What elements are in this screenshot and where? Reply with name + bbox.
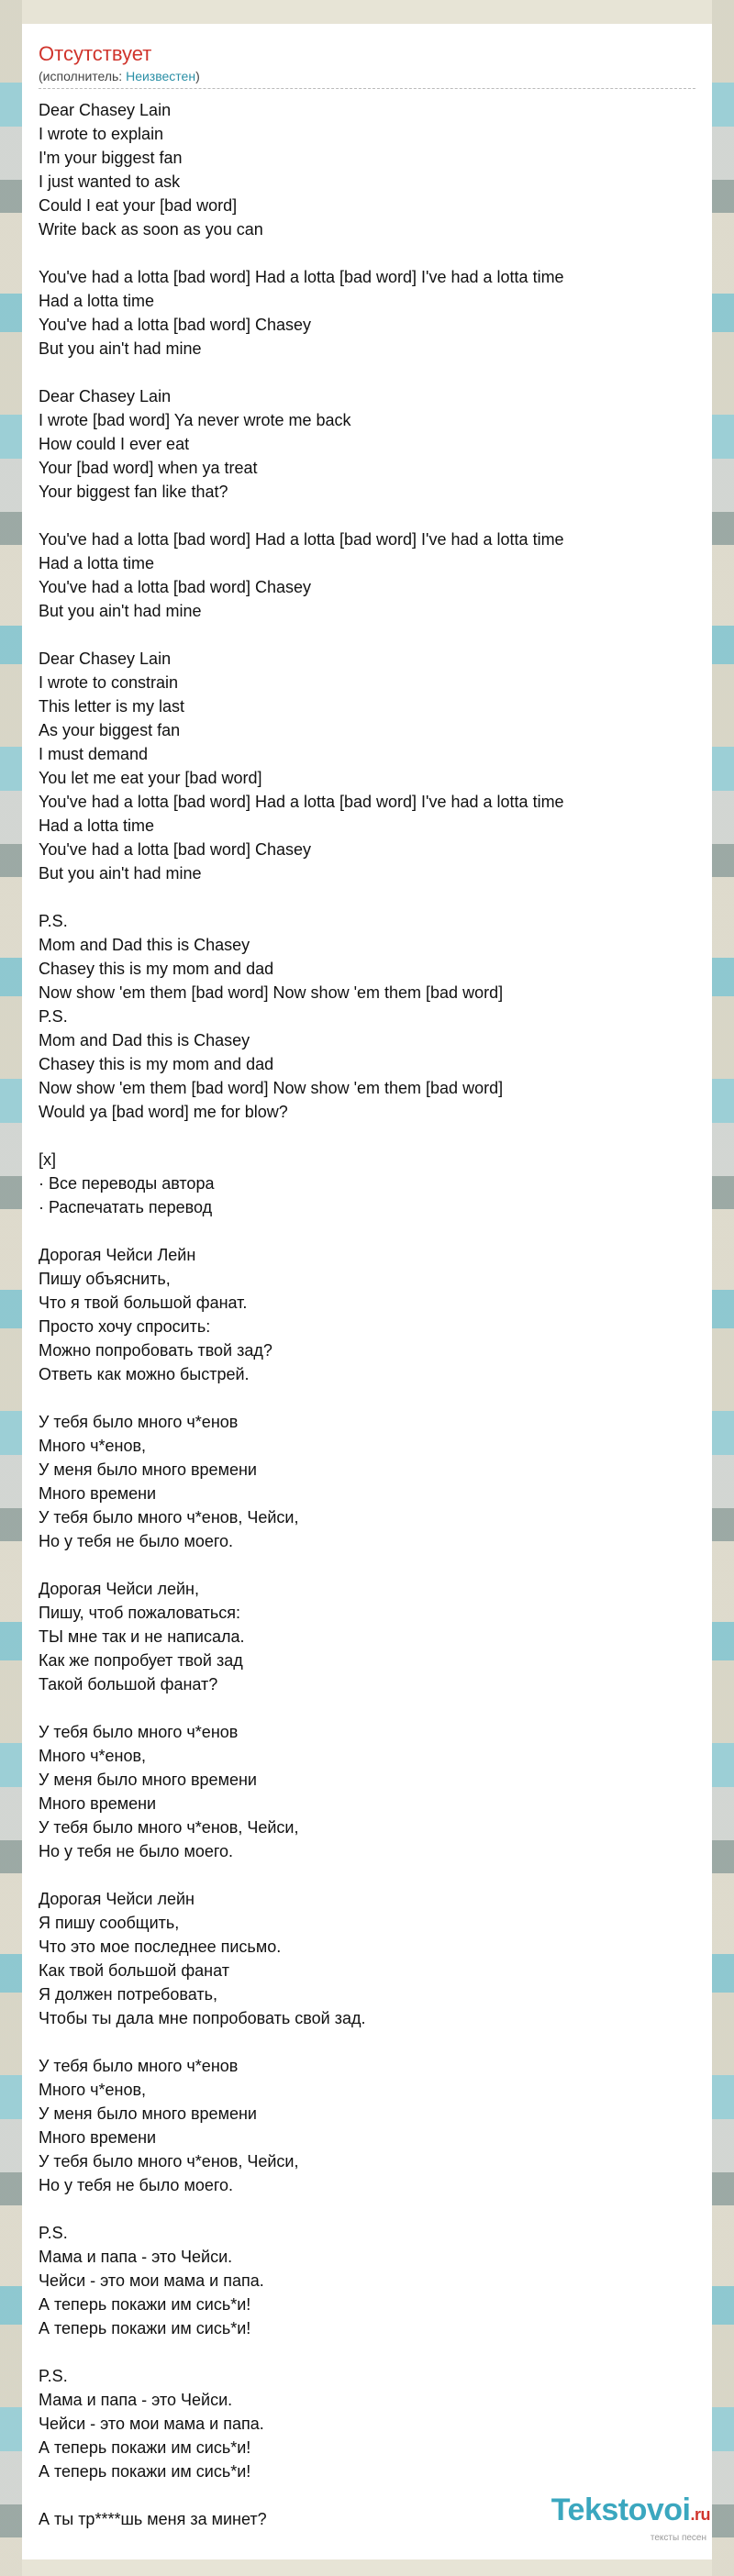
lyrics-line: У тебя было много ч*енов: [39, 2057, 239, 2075]
lyrics-line: P.S.: [39, 2367, 68, 2385]
lyrics-blank-line: [39, 1124, 695, 1148]
lyrics-blank-line: [39, 361, 695, 384]
lyrics-line: Chasey this is my mom and dad: [39, 960, 274, 978]
lyrics-line: А теперь покажи им сись*и!: [39, 2438, 251, 2457]
lyrics-line: Now show 'em them [bad word] Now show 'em them [bad word]: [39, 1079, 504, 1097]
lyrics-line: У тебя было много ч*енов, Чейси,: [39, 1508, 299, 1527]
lyrics-line: У тебя было много ч*енов, Чейси,: [39, 2152, 299, 2171]
lyrics-line: Write back as soon as you can: [39, 220, 263, 239]
lyrics-blank-line: [39, 1863, 695, 1887]
lyrics-line: Что я твой большой фанат.: [39, 1294, 248, 1312]
lyrics-line: I wrote to explain: [39, 125, 164, 143]
lyrics-line: Можно попробовать твой зад?: [39, 1341, 272, 1360]
artist-prefix: (исполнитель:: [39, 69, 127, 83]
lyrics-line: Dear Chasey Lain: [39, 101, 172, 119]
lyrics-line: Мама и папа - это Чейси.: [39, 2391, 233, 2409]
lyrics-line: А теперь покажи им сись*и!: [39, 2295, 251, 2314]
lyrics-line: I just wanted to ask: [39, 172, 181, 191]
lyrics-line: Пишу объяснить,: [39, 1270, 171, 1288]
lyrics-line: Я пишу сообщить,: [39, 1914, 180, 1932]
lyrics-line: Что это мое последнее письмо.: [39, 1938, 282, 1956]
lyrics-line: But you ain't had mine: [39, 339, 202, 358]
lyrics-line: Дорогая Чейси лейн,: [39, 1580, 199, 1598]
lyrics-line: Просто хочу спросить:: [39, 1317, 211, 1336]
lyrics-line: This letter is my last: [39, 697, 185, 716]
lyrics-blank-line: [39, 1386, 695, 1410]
lyrics-line: А теперь покажи им сись*и!: [39, 2319, 251, 2337]
lyrics-line: А теперь покажи им сись*и!: [39, 2462, 251, 2481]
logo-main-text: Tekstovoi: [550, 2493, 691, 2527]
lyrics-action-link[interactable]: · Все переводы автора: [39, 1174, 215, 1193]
lyrics-line: Как же попробует твой зад: [39, 1651, 243, 1670]
lyrics-line: But you ain't had mine: [39, 602, 202, 620]
lyrics-blank-line: [39, 2030, 695, 2054]
lyrics-line: Дорогая Чейси Лейн: [39, 1246, 196, 1264]
lyrics-line: Но у тебя не было моего.: [39, 1842, 234, 1860]
lyrics-line: Mom and Dad this is Chasey: [39, 1031, 250, 1049]
lyrics-card: [22, 24, 712, 2559]
lyrics-line: Now show 'em them [bad word] Now show 'em them [bad word]: [39, 983, 504, 1002]
lyrics-line: Много ч*енов,: [39, 2081, 147, 2099]
lyrics-blank-line: [39, 623, 695, 647]
logo-tld: .ru: [690, 2505, 710, 2524]
lyrics-line: P.S.: [39, 2224, 68, 2242]
lyrics-line: Много ч*енов,: [39, 1747, 147, 1765]
lyrics-text: [39, 98, 695, 2531]
lyrics-line: You've had a lotta [bad word] Had a lotta [bad word] I've had a lotta time: [39, 268, 564, 286]
lyrics-line: Такой большой фанат?: [39, 1675, 218, 1693]
lyrics-blank-line: [39, 241, 695, 265]
lyrics-line: How could I ever eat: [39, 435, 190, 453]
lyrics-line: Could I eat your [bad word]: [39, 196, 238, 215]
lyrics-line: I wrote [bad word] Ya never wrote me back: [39, 411, 351, 429]
lyrics-line: У тебя было много ч*енов, Чейси,: [39, 1818, 299, 1837]
lyrics-blank-line: [39, 2197, 695, 2221]
lyrics-line: Your biggest fan like that?: [39, 483, 228, 501]
lyrics-line: Mom and Dad this is Chasey: [39, 936, 250, 954]
lyrics-line: Would ya [bad word] me for blow?: [39, 1103, 288, 1121]
lyrics-line: Много ч*енов,: [39, 1437, 147, 1455]
lyrics-action-link[interactable]: · Распечатать перевод: [39, 1198, 213, 1216]
lyrics-line: You've had a lotta [bad word] Chasey: [39, 578, 311, 596]
lyrics-line: I wrote to constrain: [39, 673, 179, 692]
lyrics-line: I must demand: [39, 745, 149, 763]
lyrics-line: You've had a lotta [bad word] Had a lotta [bad word] I've had a lotta time: [39, 793, 564, 811]
lyrics-line: Ответь как можно быстрей.: [39, 1365, 250, 1383]
lyrics-line: You've had a lotta [bad word] Chasey: [39, 316, 311, 334]
artist-line: [39, 68, 695, 89]
lyrics-line: Мама и папа - это Чейси.: [39, 2248, 233, 2266]
lyrics-blank-line: [39, 2340, 695, 2364]
lyrics-line: Много времени: [39, 1794, 157, 1813]
lyrics-line: Had a lotta time: [39, 554, 155, 572]
site-logo[interactable]: [527, 2492, 710, 2547]
lyrics-line: Как твой большой фанат: [39, 1961, 229, 1980]
lyrics-blank-line: [39, 1219, 695, 1243]
lyrics-blank-line: [39, 504, 695, 527]
lyrics-line: Пишу, чтоб пожаловаться:: [39, 1604, 241, 1622]
lyrics-line: I'm your biggest fan: [39, 149, 183, 167]
lyrics-line: Чтобы ты дала мне попробовать свой зад.: [39, 2009, 366, 2027]
lyrics-line: У тебя было много ч*енов: [39, 1413, 239, 1431]
lyrics-action-link[interactable]: [x]: [39, 1150, 57, 1169]
song-title: Отсутствует: [39, 42, 152, 65]
lyrics-blank-line: [39, 885, 695, 909]
lyrics-line: Я должен потребовать,: [39, 1985, 217, 2004]
lyrics-line: Чейси - это мои мама и папа.: [39, 2271, 264, 2290]
lyrics-line: Чейси - это мои мама и папа.: [39, 2415, 264, 2433]
left-decorative-strip: [0, 0, 22, 2576]
logo-subtitle: тексты песен: [650, 2533, 706, 2543]
lyrics-line: У тебя было много ч*енов: [39, 1723, 239, 1741]
lyrics-line: У меня было много времени: [39, 1460, 257, 1479]
lyrics-line: Had a lotta time: [39, 816, 155, 835]
lyrics-line: Но у тебя не было моего.: [39, 2176, 234, 2194]
lyrics-line: But you ain't had mine: [39, 864, 202, 883]
artist-link[interactable]: Неизвестен: [126, 69, 196, 83]
lyrics-line: P.S.: [39, 912, 68, 930]
lyrics-line: Dear Chasey Lain: [39, 387, 172, 405]
lyrics-line: You let me eat your [bad word]: [39, 769, 262, 787]
lyrics-line: You've had a lotta [bad word] Had a lotta [bad word] I've had a lotta time: [39, 530, 564, 549]
lyrics-line: As your biggest fan: [39, 721, 181, 739]
lyrics-line: You've had a lotta [bad word] Chasey: [39, 840, 311, 859]
lyrics-line: У меня было много времени: [39, 1771, 257, 1789]
right-decorative-strip: [712, 0, 734, 2576]
lyrics-line: А ты тр****шь меня за минет?: [39, 2510, 267, 2528]
lyrics-line: Dear Chasey Lain: [39, 650, 172, 668]
lyrics-blank-line: [39, 1696, 695, 1720]
lyrics-line: Много времени: [39, 2128, 157, 2147]
lyrics-line: Много времени: [39, 1484, 157, 1503]
lyrics-line: Chasey this is my mom and dad: [39, 1055, 274, 1073]
lyrics-line: Но у тебя не было моего.: [39, 1532, 234, 1550]
lyrics-line: Дорогая Чейси лейн: [39, 1890, 195, 1908]
lyrics-line: ТЫ мне так и не написала.: [39, 1627, 245, 1646]
artist-suffix: ): [195, 69, 200, 83]
lyrics-blank-line: [39, 1553, 695, 1577]
lyrics-line: P.S.: [39, 1007, 68, 1026]
lyrics-line: У меня было много времени: [39, 2104, 257, 2123]
lyrics-line: Your [bad word] when ya treat: [39, 459, 258, 477]
lyrics-line: Had a lotta time: [39, 292, 155, 310]
logo-wordmark: [527, 2492, 710, 2533]
